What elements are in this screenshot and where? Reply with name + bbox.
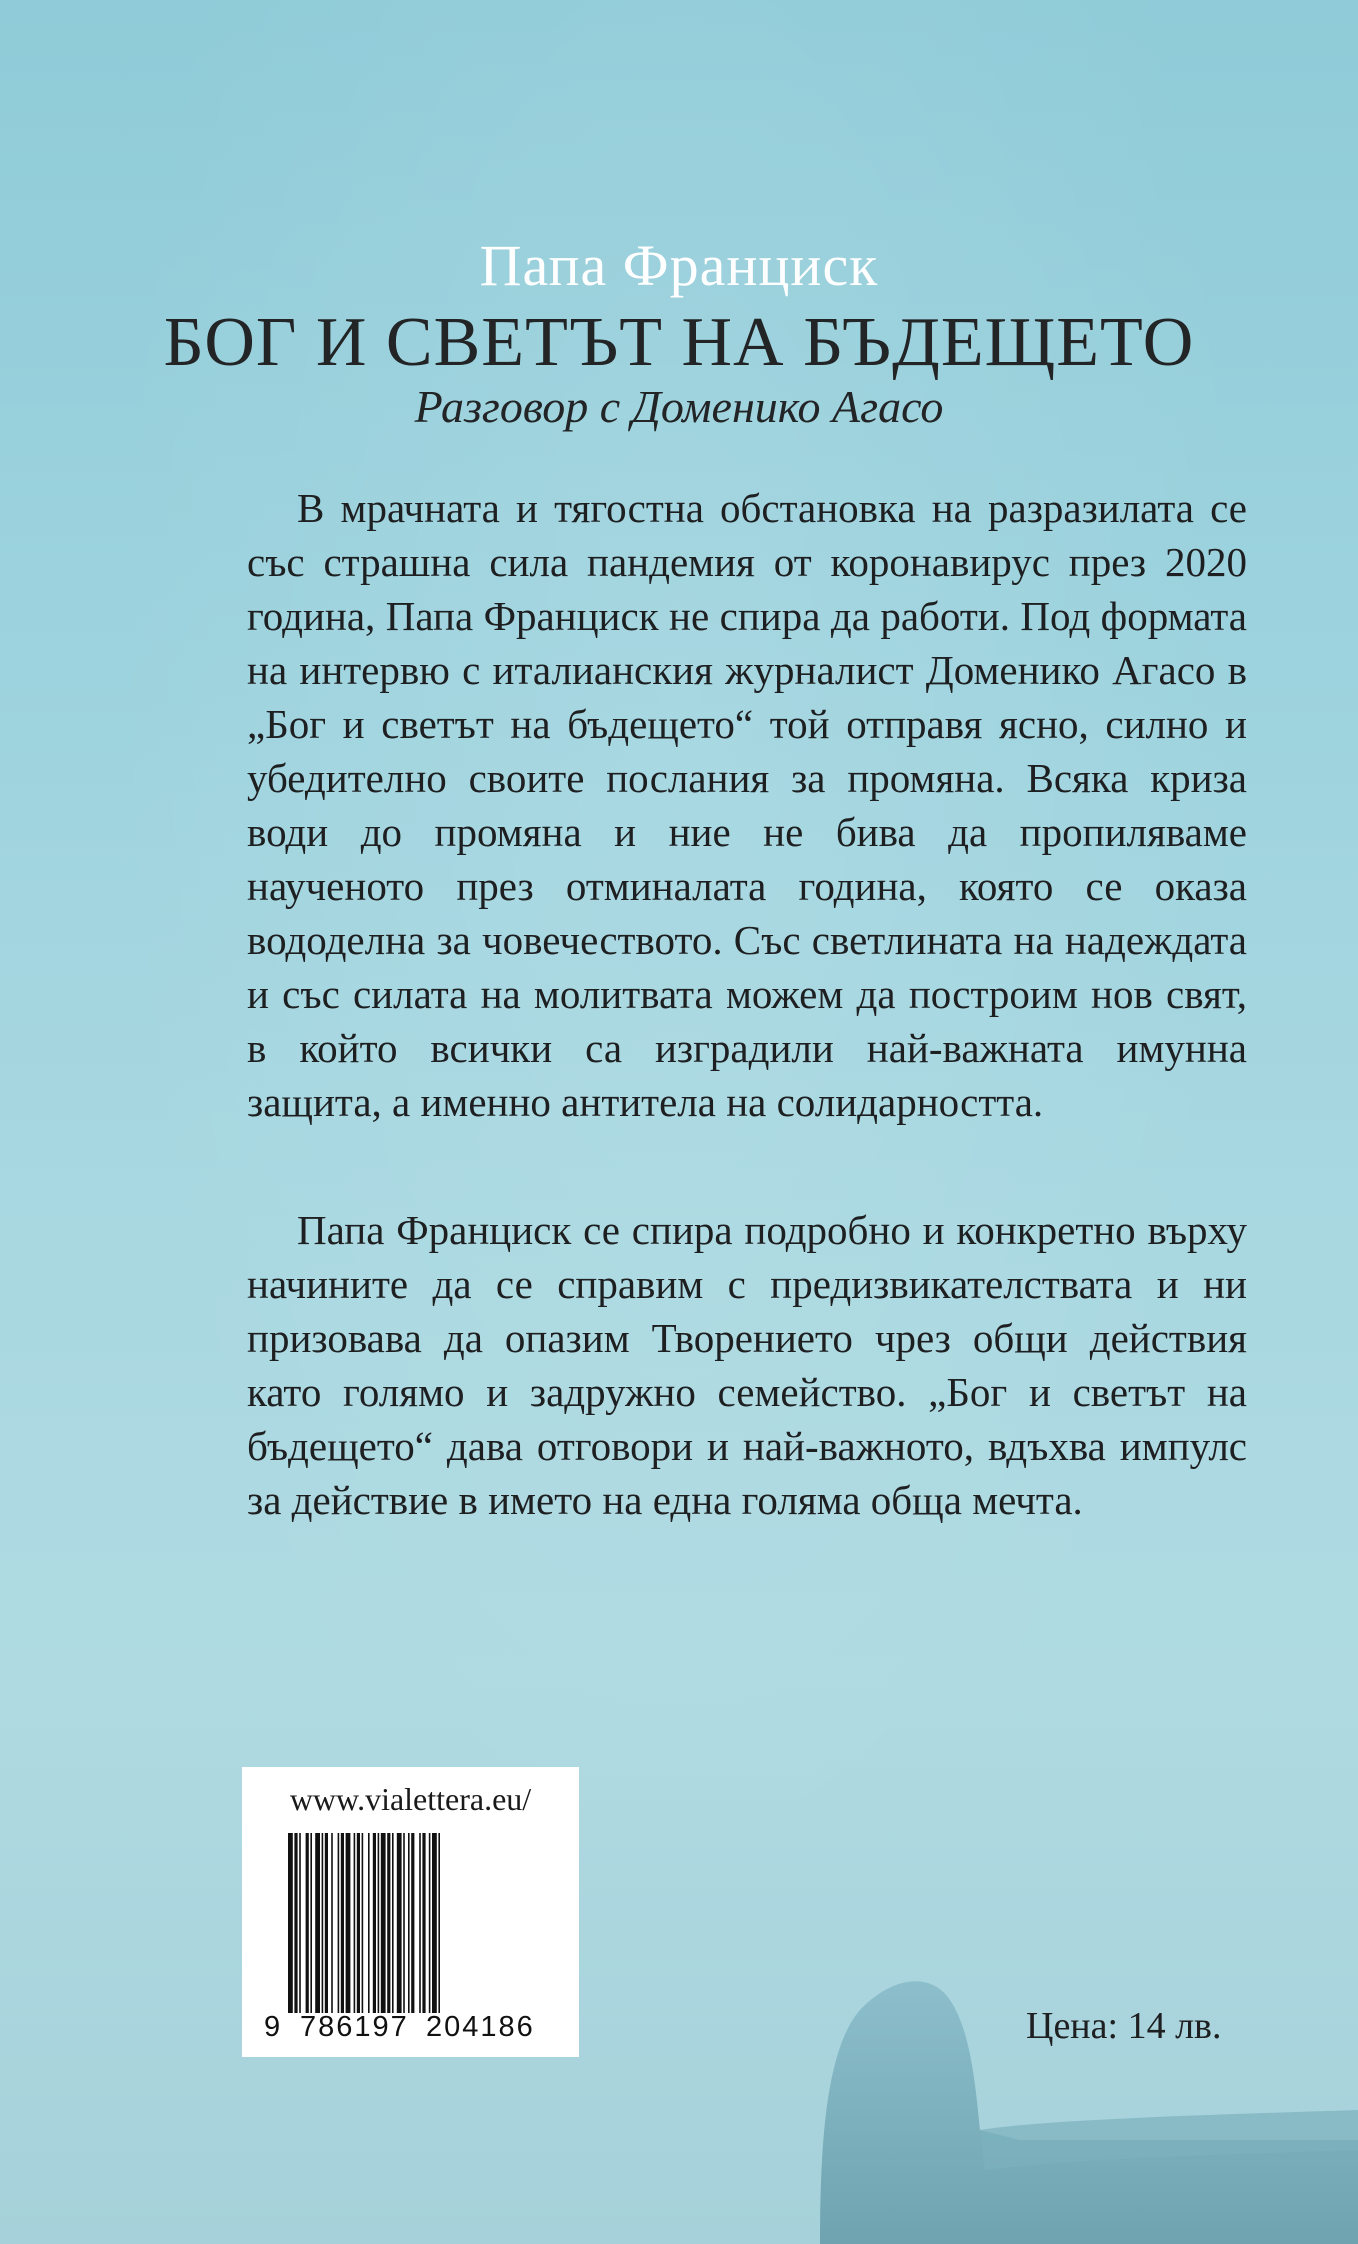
barcode-bar	[422, 1833, 425, 2013]
isbn-barcode	[288, 1833, 538, 2013]
book-title: БОГ И СВЕТЪТ НА БЪДЕЩЕТО	[163, 304, 1195, 381]
barcode-bar	[408, 1833, 410, 2013]
barcode-bar	[294, 1833, 297, 2013]
author-name: Папа Франциск	[479, 233, 879, 298]
barcode-bar	[411, 1833, 414, 2013]
barcode-bar	[392, 1833, 394, 2013]
barcode-bar	[387, 1833, 390, 2013]
barcode-bar	[368, 1833, 370, 2013]
barcode-bar	[438, 1833, 440, 2013]
barcode-bar	[331, 1833, 333, 2013]
barcode-bar	[306, 1833, 309, 2013]
barcode-bar	[315, 1833, 320, 2013]
barcode-bar	[338, 1833, 340, 2013]
barcode-bar	[362, 1833, 364, 2013]
barcode-bar	[288, 1833, 293, 2013]
barcode-bar	[403, 1833, 405, 2013]
barcode-bar	[381, 1833, 386, 2013]
barcode-bar	[419, 1833, 421, 2013]
barcode-label	[242, 1767, 579, 2057]
barcode-bar	[299, 1833, 301, 2013]
isbn-digit-lead: 9	[264, 2011, 283, 2043]
barcode-bar	[357, 1833, 360, 2013]
barcode-bar	[373, 1833, 376, 2013]
price-label: Цена: 14 лв.	[1026, 2005, 1222, 2047]
barcode-bar	[322, 1833, 324, 2013]
book-subtitle: Разговор с Доменико Агасо	[414, 381, 944, 432]
armchair-illustration	[780, 1900, 1358, 2244]
barcode-bar	[325, 1833, 328, 2013]
barcode-bar	[310, 1833, 312, 2013]
publisher-website: www.vialettera.eu/	[289, 1781, 532, 1817]
barcode-bar	[346, 1833, 351, 2013]
barcode-bar	[397, 1833, 402, 2013]
barcode-bar	[378, 1833, 380, 2013]
blurb-paragraph-1: В мрачната и тягостна обстановка на разразилата се със страшна сила пандемия от коронавирус през 2020 година, Папа Франциск не спира да работи. Под формата на интервю с италианския журналист Доменико Агасо в „Бог и светът на бъдещето“ той отправя ясно, силно и убедително своите послания за промяна. Всяка криза води до промяна и ние не бива да пропиляваме наученото през отминалата година, която се оказа вододелна за човечеството. Със светлината на надеждата и със силата на молитвата можем да построим нов свят, в който всички са изградили най-важната имунна защита, а именно антитела на солидарността.	[247, 485, 1247, 1125]
barcode-bar	[341, 1833, 344, 2013]
isbn-number	[264, 2011, 564, 2051]
isbn-digit-group-right: 204186	[426, 2011, 535, 2043]
blurb-paragraph-2: Папа Франциск се спира подробно и конкретно върху начините да се справим с предизвикателствата и ни призовава да опазим Творението чрез общи действия като голямо и задружно семейство. „Бог и светът на бъдещето“ дава отговори и най-важното, вдъхва импулс за действие в името на една голяма обща мечта.	[247, 1207, 1247, 1523]
isbn-digit-group-left: 786197	[300, 2011, 409, 2043]
barcode-bar	[429, 1833, 431, 2013]
barcode-bar	[354, 1833, 356, 2013]
barcode-bar	[432, 1833, 437, 2013]
